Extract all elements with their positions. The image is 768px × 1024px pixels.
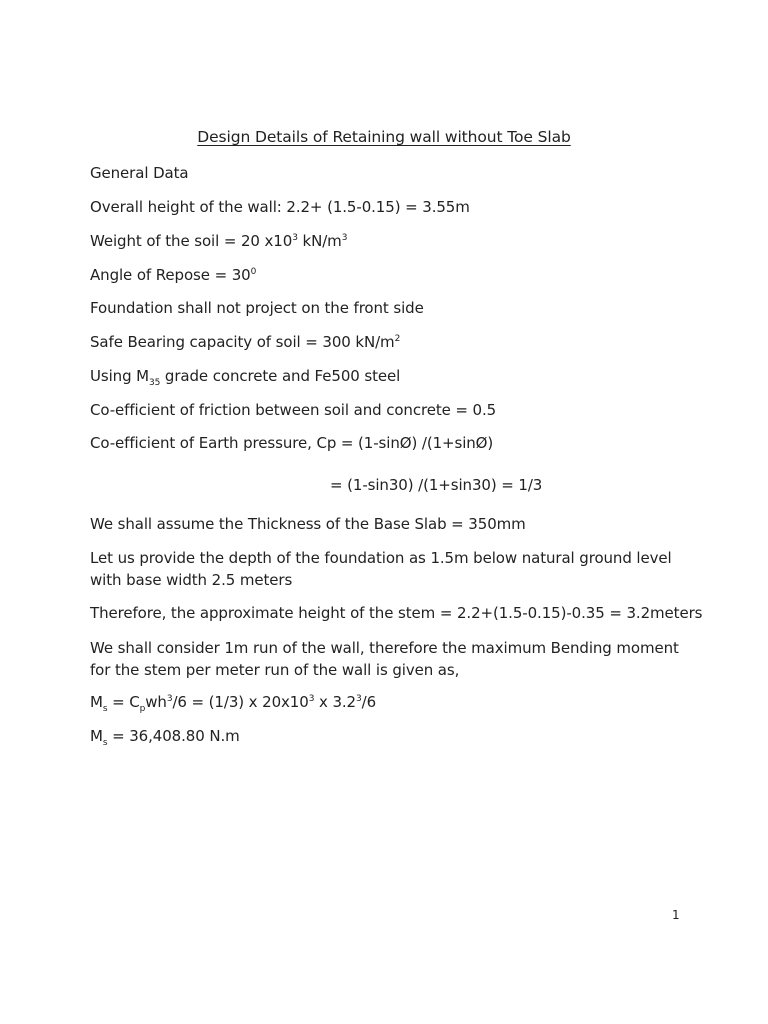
angle-of-repose-line: Angle of Repose = $30^0$ <box>90 266 257 284</box>
bending-moment-intro-paragraph: We shall consider 1m run of the wall, therefore the maximum Bending moment for the stem per meter run of the wall is given as, <box>90 639 679 679</box>
concrete-grade-line: Using $M_{35}$ grade concrete and Fe500 steel <box>90 367 401 388</box>
friction-coefficient-line: Co-efficient of friction between soil and concrete = 0.5 <box>90 401 497 419</box>
stem-height-line: Therefore, the approximate height of the stem = 2.2+(1.5-0.15)-0.35 = 3.2meters <box>90 604 703 622</box>
document-title: Design Details of Retaining wall without Toe Slab <box>197 128 571 146</box>
ms-result-line: $M_s = 36,408.80$ N.m <box>90 727 240 748</box>
page-number: 1 <box>672 908 680 922</box>
base-slab-line: We shall assume the Thickness of the Base Slab = 350mm <box>90 515 526 533</box>
bearing-capacity-line: Safe Bearing capacity of soil = 300 $kN/m^2$ <box>90 333 401 351</box>
earth-pressure-line: Co-efficient of Earth pressure, Cp = (1-sinØ) /(1+sinØ) <box>90 434 494 452</box>
foundation-note-line: Foundation shall not project on the front side <box>90 299 424 317</box>
general-data-heading: General Data <box>90 164 189 182</box>
foundation-depth-paragraph: Let us provide the depth of the foundation as 1.5m below natural ground level with base width 2.5 meters <box>90 549 672 589</box>
ms-formula-line: $M_s = C_pwh^3/6 = (1/3)$ x $20x10^3$ x $3.2^3/6$ <box>90 693 377 714</box>
earth-pressure-result-line: = (1-sin30) /(1+sin30) = 1/3 <box>330 476 543 494</box>
soil-weight-line: Weight of the soil = 20 $x10^3$ $kN/m^3$ <box>90 232 348 250</box>
overall-height-line: Overall height of the wall: 2.2+ (1.5-0.15) = 3.55m <box>90 198 470 216</box>
